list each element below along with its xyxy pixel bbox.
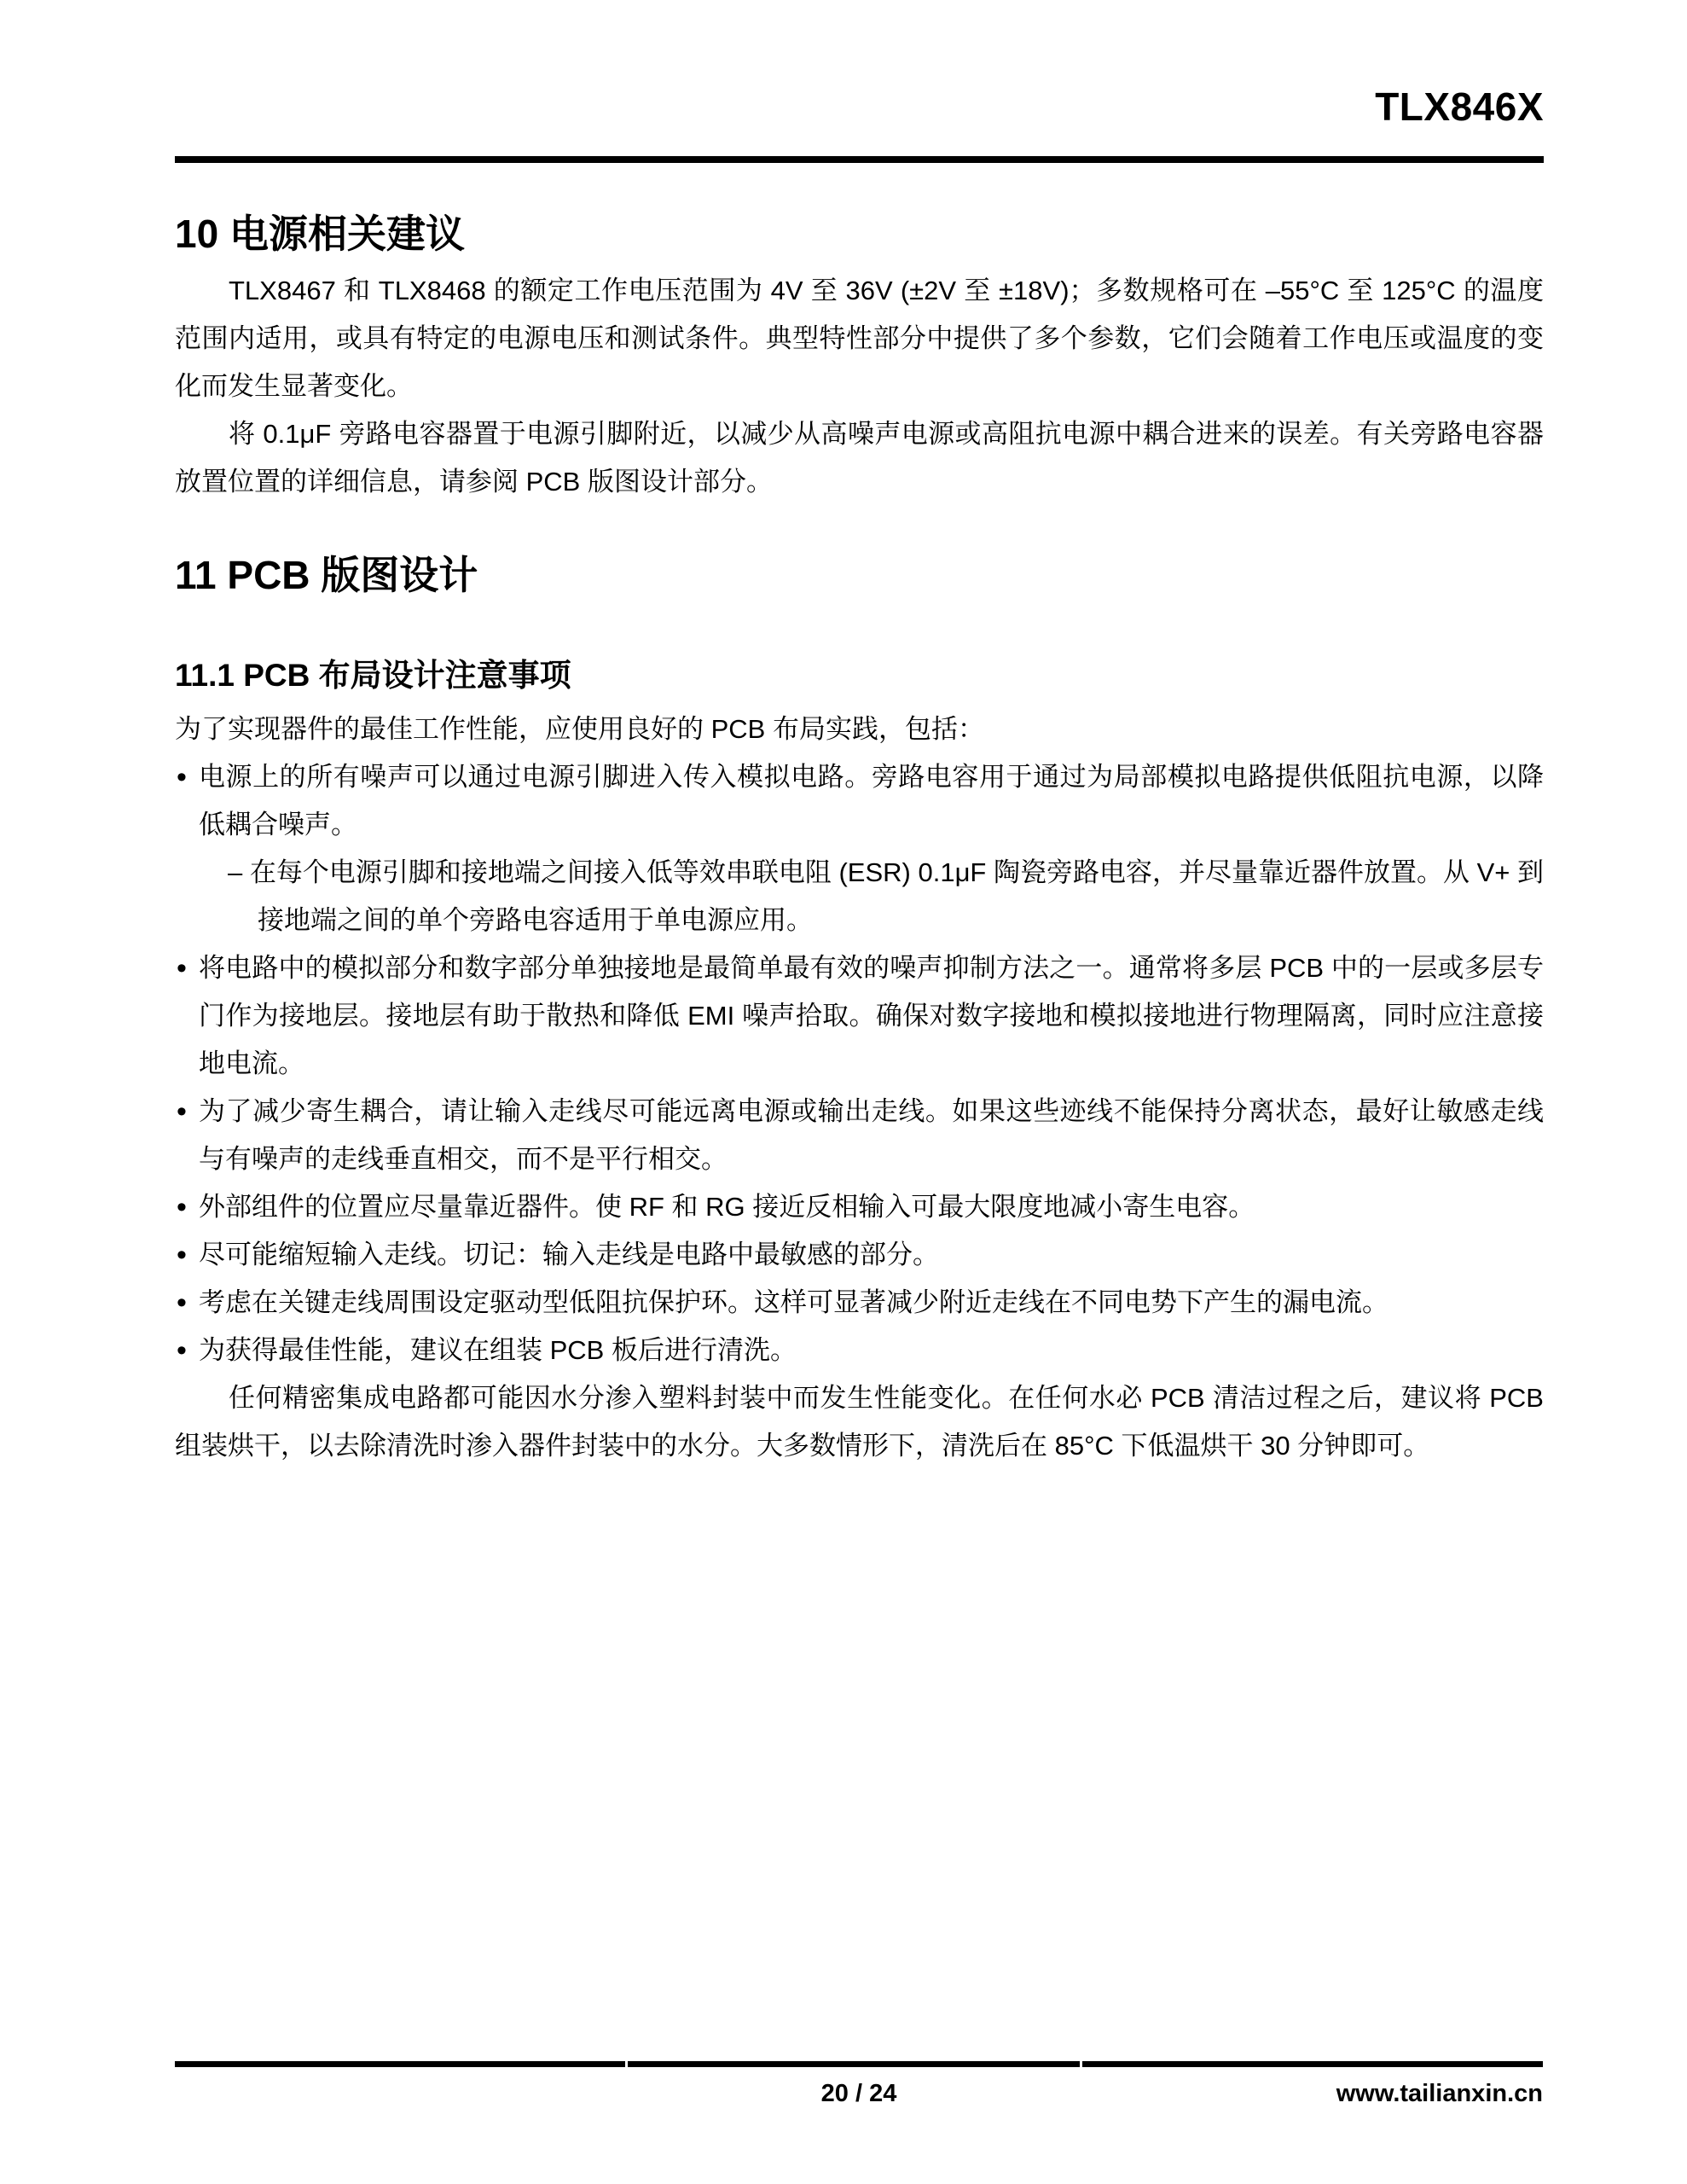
bullet-item-parasitic-coupling: • 为了减少寄生耦合，请让输入走线尽可能远离电源或输出走线。如果这些迹线不能保持分离状态，最好让敏感走线与有噪声的走线垂直相交，而不是平行相交。 (175, 1088, 1544, 1183)
page-content (175, 0, 1544, 1470)
section-10-heading: 10 电源相关建议 (175, 212, 465, 256)
footer-rule-segment (175, 2061, 625, 2067)
header-rule (175, 156, 1544, 163)
section-11-1-heading: 11.1 PCB 布局设计注意事项 (175, 658, 571, 693)
website-url: www.tailianxin.cn (1336, 2080, 1543, 2107)
sub-bullet-item-bypass-cap: – 在每个电源引脚和接地端之间接入低等效串联电阻 (ESR) 0.1μF 陶瓷旁路电容，并尽量靠近器件放置。从 V+ 到接地端之间的单个旁路电容适用于单电源应用。 (228, 857, 1544, 935)
bullet-item-external-components: • 外部组件的位置应尽量靠近器件。使 RF 和 RG 接近反相输入可最大限度地减小寄生电容。 (175, 1183, 1544, 1231)
bullet-item-short-input-traces: • 尽可能缩短输入走线。切记：输入走线是电路中最敏感的部分。 (175, 1231, 1544, 1279)
bullet-item-grounding: • 将电路中的模拟部分和数字部分单独接地是最简单最有效的噪声抑制方法之一。通常将多层 PCB 中的一层或多层专门作为接地层。接地层有助于散热和降低 EMI 噪声拾取。确保对数字接地和模拟接地进行物理隔离，同时应注意接地电流。 (175, 944, 1544, 1088)
bullet-item-cleaning: • 为获得最佳性能，建议在组装 PCB 板后进行清洗。 (175, 1327, 1544, 1374)
section-10-paragraph-1: TLX8467 和 TLX8468 的额定工作电压范围为 4V 至 36V (±2V 至 ±18V)；多数规格可在 –55°C 至 125°C 的温度范围内适用，或具有特定的电源电压和测试条件。典型特性部分中提供了多个参数，它们会随着工作电压或温度的变化而发生显著变化。 (175, 276, 1544, 401)
footer-rule-segment (628, 2061, 1080, 2067)
closing-paragraph: 任何精密集成电路都可能因水分渗入塑料封装中而发生性能变化。在任何水必 PCB 清洁过程之后，建议将 PCB 组装烘干，以去除清洗时渗入器件封装中的水分。大多数情形下，清洗后在 85°C 下低温烘干 30 分钟即可。 (175, 1383, 1544, 1461)
section-10-paragraph-2: 将 0.1μF 旁路电容器置于电源引脚附近，以减少从高噪声电源或高阻抗电源中耦合进来的误差。有关旁路电容器放置位置的详细信息，请参阅 PCB 版图设计部分。 (175, 419, 1544, 497)
doc-part-number: TLX846X (1375, 84, 1544, 129)
footer-rule-segment (1082, 2061, 1543, 2067)
bullet-item-guard-ring: • 考虑在关键走线周围设定驱动型低阻抗保护环。这样可显著减少附近走线在不同电势下产生的漏电流。 (175, 1279, 1544, 1327)
layout-intro-line: 为了实现器件的最佳工作性能，应使用良好的 PCB 布局实践，包括： (175, 714, 984, 744)
footer-rule (175, 2061, 1543, 2067)
bullet-item-power-noise: • 电源上的所有噪声可以通过电源引脚进入传入模拟电路。旁路电容用于通过为局部模拟电路提供低阻抗电源，以降低耦合噪声。 (175, 753, 1544, 849)
section-11-heading: 11 PCB 版图设计 (175, 553, 478, 597)
footer (175, 2077, 1543, 2111)
page-number: 20 / 24 (820, 2080, 897, 2107)
